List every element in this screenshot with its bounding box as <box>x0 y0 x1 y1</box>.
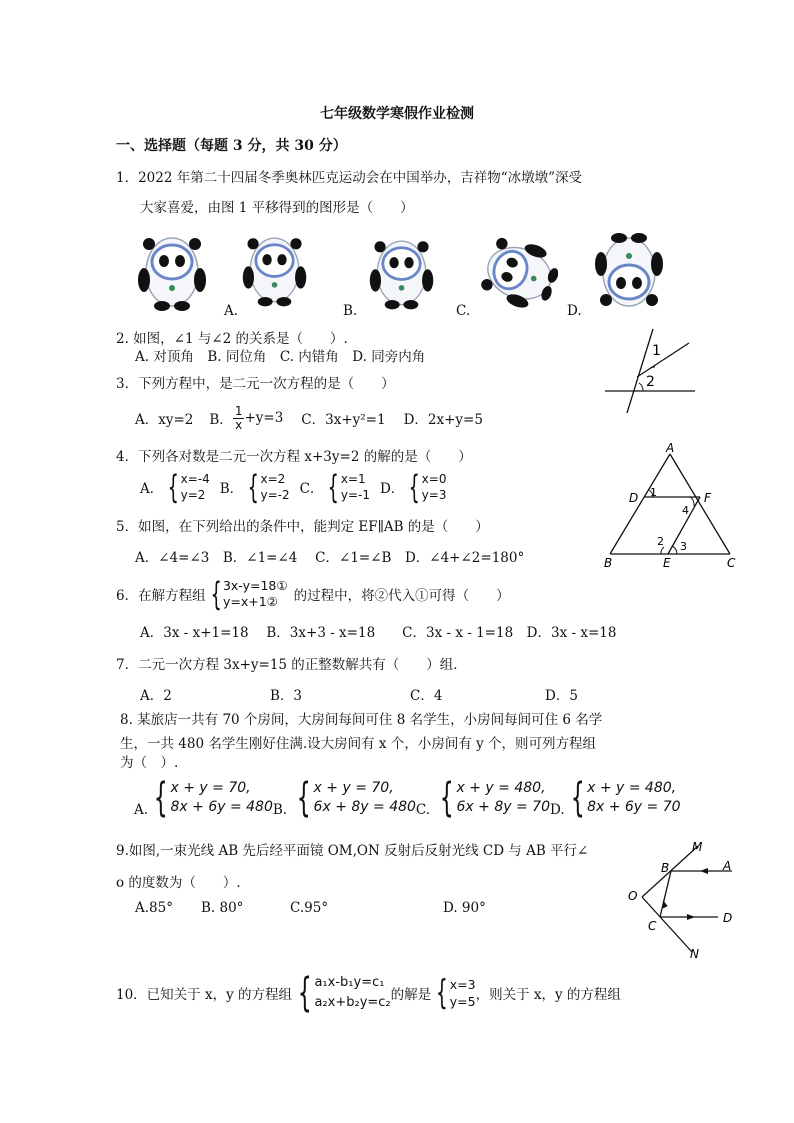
q5-label-b: B <box>604 556 613 570</box>
q1-option-b: B. <box>343 303 358 319</box>
panda-figure-original <box>135 230 210 312</box>
q10-stem-middle: 的解是 <box>390 987 432 1003</box>
q9-option-d: D. 90° <box>443 900 486 916</box>
q9-label-d: D <box>723 911 733 925</box>
q5-label-3: 3 <box>680 540 687 553</box>
q6-options: A．3x - x+1=18 B．3x+3 - x=18 C．3x - x - 1=18 D．3x - x=18 <box>140 625 617 641</box>
q8-b-row1: x + y = 70, <box>313 780 394 796</box>
q3-fraction-denominator: x <box>235 417 243 432</box>
q9-option-b: B. 80° <box>201 900 244 916</box>
q8-system-c: { x + y = 480, 6x + 8y = 70 <box>439 775 550 821</box>
section-heading: 一、选择题（每题 3 分，共 30 分） <box>116 138 347 154</box>
q1-line2: 大家喜爱，由图 1 平移得到的图形是（ ） <box>140 200 414 216</box>
q2-label-1: 1 <box>652 343 661 359</box>
q4-system-d: { x=0 y=3 <box>408 468 447 506</box>
q5-label-e: E <box>663 556 671 570</box>
q3-option-a: A．xy=2 <box>135 412 194 428</box>
q3-option-c: C．3x+y²=1 <box>301 412 386 428</box>
q5-label-4: 4 <box>682 504 689 517</box>
q5-label-a: A <box>666 441 675 455</box>
q8-a-row1: x + y = 70, <box>170 780 251 796</box>
q5-label-f: F <box>704 491 711 505</box>
q8-system-d: { x + y = 480, 8x + 6y = 70 <box>570 775 681 821</box>
q4-a-row2: y=2 <box>180 488 206 502</box>
panda-figure-c <box>480 234 558 312</box>
q3-option-b-prefix: B． <box>209 412 233 428</box>
q4-label-d: D． <box>379 481 405 497</box>
q10-stem-suffix: ，则关于 x，y 的方程组 <box>475 987 621 1003</box>
q6-row2: y=x+1② <box>222 594 278 609</box>
page-title: 七年级数学寒假作业检测 <box>320 106 474 122</box>
q2-angle-figure <box>603 325 698 415</box>
q3-option-b-suffix: +y=3 <box>244 410 284 426</box>
q1-option-c: C. <box>456 303 471 319</box>
q4-b-row1: x=2 <box>260 472 286 486</box>
q3-stem: 3．下列方程中，是二元一次方程的是（ ） <box>116 376 395 392</box>
q8-line3: 为（ ）. <box>120 755 179 771</box>
q4-a-row1: x=-4 <box>180 472 210 486</box>
q4-d-row2: y=3 <box>421 488 447 502</box>
q5-options: A．∠4=∠3 B．∠1=∠4 C．∠1=∠B D．∠4+∠2=180° <box>135 550 525 566</box>
q3-option-d: D．2x+y=5 <box>403 412 483 428</box>
q10-row2: a₂x+b₂y=c₂ <box>314 995 391 1010</box>
q8-line1: 8. 某旅店一共有 70 个房间，大房间每间可住 8 名学生，小房间每间可住 6 名学 <box>120 712 603 728</box>
q9-mirror-figure <box>620 838 740 963</box>
q8-line2: 生，一共 480 名学生刚好住满.设大房间有 x 个，小房间有 y 个，则可列方程组 <box>120 736 597 752</box>
q9-label-a: A <box>723 859 732 873</box>
q9-label-n: N <box>690 947 699 961</box>
q8-c-row2: 6x + 8y = 70 <box>456 799 550 815</box>
q1-option-d: D. <box>567 303 582 319</box>
q9-line2: o 的度数为（ ）. <box>116 875 241 891</box>
q4-b-row2: y=-2 <box>260 488 290 502</box>
q10-sol-row2: y=5 <box>449 994 476 1009</box>
q4-options <box>140 468 447 506</box>
q8-label-c: C. <box>415 802 431 818</box>
q9-option-a: A.85° <box>135 900 173 916</box>
q8-label-b: B. <box>272 802 288 818</box>
q9-line1: 9.如图,一束光线 AB 先后经平面镜 OM,ON 反射后反射光线 CD 与 AB 平行∠ <box>116 843 589 859</box>
q5-label-1: 1 <box>650 486 657 499</box>
q4-stem: 4．下列各对数是二元一次方程 x+3y=2 的解的是（ ） <box>116 449 472 465</box>
q4-system-a: { x=-4 y=2 <box>167 468 210 506</box>
q5-label-c: C <box>727 556 736 570</box>
q6-system: { 3x-y=18① y=x+1② <box>210 575 288 613</box>
q5-stem: 5．如图，在下列给出的条件中，能判定 EF∥AB 的是（ ） <box>116 519 489 535</box>
panda-figure-d <box>592 232 667 314</box>
q3-fraction <box>233 405 245 432</box>
q9-label-o: O <box>628 889 638 903</box>
q8-b-row2: 6x + 8y = 480 <box>313 799 416 815</box>
q3-fraction-numerator: 1 <box>234 403 243 418</box>
q4-label-c: C． <box>299 481 324 497</box>
q7-option-c: C．4 <box>410 688 443 704</box>
q8-d-row2: 8x + 6y = 70 <box>587 799 681 815</box>
q9-label-c: C <box>648 919 657 933</box>
q4-d-row1: x=0 <box>421 472 447 486</box>
q9-label-b: B <box>661 861 670 875</box>
q6-stem <box>116 574 510 614</box>
q8-label-d: D. <box>549 802 565 818</box>
q7-stem: 7．二元一次方程 3x+y=15 的正整数解共有（ ）组． <box>116 657 467 673</box>
q5-label-d: D <box>629 491 639 505</box>
q2-label-2: 2 <box>646 374 655 390</box>
q8-d-row1: x + y = 480, <box>587 780 677 796</box>
q9-option-c: C.95° <box>290 900 329 916</box>
q4-c-row2: y=-1 <box>340 488 370 502</box>
q3-options <box>135 398 483 438</box>
q5-triangle-figure <box>600 440 745 570</box>
q10-solution: { x=3 y=5 <box>436 973 476 1013</box>
q4-system-c: { x=1 y=-1 <box>328 468 370 506</box>
q10-row1: a₁x-b₁y=c₁ <box>314 975 385 990</box>
q8-c-row1: x + y = 480, <box>456 780 546 796</box>
q7-option-b: B．3 <box>270 688 303 704</box>
q6-stem-prefix: 6．在解方程组 <box>116 588 206 604</box>
q9-label-m: M <box>692 840 703 854</box>
panda-figure-b <box>367 232 437 312</box>
q8-a-row2: 8x + 6y = 480 <box>170 799 273 815</box>
q6-row1: 3x-y=18① <box>222 578 288 593</box>
q2-stem: 2. 如图，∠1 与∠2 的关系是（ ）. <box>116 331 348 347</box>
q4-label-b: B． <box>219 481 244 497</box>
q4-label-a: A． <box>140 481 164 497</box>
q8-system-a: { x + y = 70, 8x + 6y = 480 <box>153 775 273 821</box>
q1-option-a: A. <box>224 303 239 319</box>
q5-label-2: 2 <box>657 535 664 548</box>
q4-system-b: { x=2 y=-2 <box>247 468 290 506</box>
q8-label-a: A. <box>134 802 149 818</box>
q6-stem-suffix: 的过程中，将②代入①可得（ ） <box>293 588 510 604</box>
q7-option-a: A．2 <box>140 688 172 704</box>
q2-options: A. 对顶角 B. 同位角 C. 内错角 D. 同旁内角 <box>135 349 426 365</box>
q4-c-row1: x=1 <box>340 472 366 486</box>
q1-line1: 1．2022 年第二十四届冬季奥林匹克运动会在中国举办，吉祥物“冰墩墩”深受 <box>116 170 583 186</box>
q10-stem <box>116 968 621 1018</box>
q8-options <box>134 775 681 821</box>
q7-option-d: D．5 <box>545 688 578 704</box>
q10-sol-row1: x=3 <box>449 977 476 992</box>
q10-stem-prefix: 10．已知关于 x，y 的方程组 <box>116 987 293 1003</box>
q10-system: { a₁x-b₁y=c₁ a₂x+b₂y=c₂ <box>297 970 391 1016</box>
q8-system-b: { x + y = 70, 6x + 8y = 480 <box>296 775 416 821</box>
panda-figure-a <box>240 228 310 310</box>
